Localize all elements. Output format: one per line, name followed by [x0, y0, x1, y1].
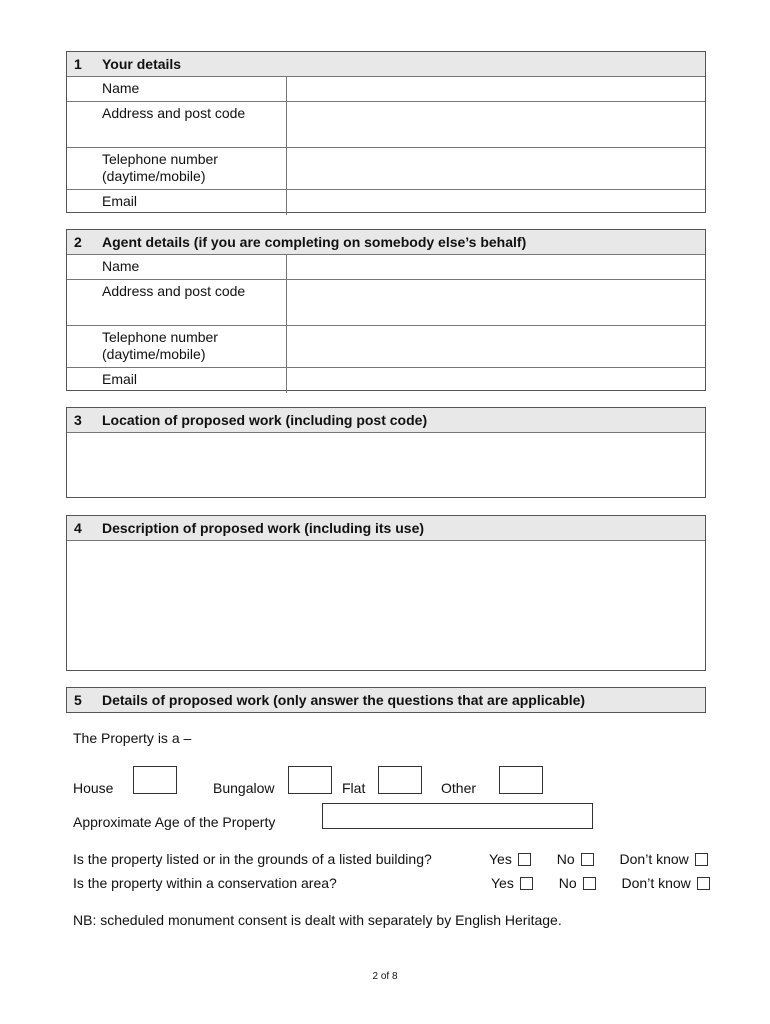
telephone-label: Telephone number (daytime/mobile) — [67, 148, 287, 189]
name-row — [67, 77, 705, 101]
agent-name-field[interactable] — [287, 255, 705, 279]
section-location — [66, 407, 706, 498]
agent-email-field[interactable] — [287, 368, 705, 393]
age-input[interactable] — [322, 803, 593, 829]
conservation-options — [491, 875, 710, 891]
flat-label: Flat — [342, 780, 366, 796]
house-checkbox[interactable] — [133, 766, 177, 794]
page-number: 2 of 8 — [372, 971, 398, 982]
agent-address-row — [67, 279, 705, 325]
listed-yes-label: Yes — [489, 851, 512, 867]
agent-name-row — [67, 255, 705, 279]
section-header — [67, 230, 705, 255]
address-field[interactable] — [287, 102, 705, 147]
agent-telephone-field[interactable] — [287, 326, 705, 367]
section-number: 3 — [74, 412, 82, 428]
age-label: Approximate Age of the Property — [73, 814, 276, 830]
agent-telephone-row — [67, 325, 705, 367]
other-label: Other — [441, 780, 477, 796]
agent-email-row — [67, 367, 705, 393]
name-label: Name — [67, 77, 287, 101]
section-proposed-work — [66, 687, 706, 713]
agent-address-field[interactable] — [287, 280, 705, 325]
agent-address-label: Address and post code — [67, 280, 287, 325]
location-field[interactable] — [67, 433, 705, 498]
flat-checkbox[interactable] — [378, 766, 422, 794]
address-row — [67, 101, 705, 147]
section-title: Agent details (if you are completing on somebody else’s behalf) — [102, 234, 527, 250]
listed-dont-know-checkbox[interactable] — [695, 853, 708, 866]
conservation-no-checkbox[interactable] — [583, 877, 596, 890]
description-field[interactable] — [67, 541, 705, 671]
property-is-a-label: The Property is a – — [73, 730, 192, 746]
email-row — [67, 189, 705, 215]
address-label: Address and post code — [67, 102, 287, 147]
listed-question: Is the property listed or in the grounds of a listed building? — [73, 851, 432, 867]
nb-note: NB: scheduled monument consent is dealt with separately by English Heritage. — [73, 912, 562, 928]
conservation-question: Is the property within a conservation area? — [73, 875, 337, 891]
section-number: 2 — [74, 234, 82, 250]
listed-no-label: No — [556, 851, 575, 867]
section-header — [67, 688, 705, 712]
conservation-dont-know-checkbox[interactable] — [697, 877, 710, 890]
section-header — [67, 516, 705, 541]
bungalow-label: Bungalow — [213, 780, 275, 796]
conservation-dont-know-label: Don’t know — [621, 875, 691, 891]
agent-name-label: Name — [67, 255, 287, 279]
conservation-no-label: No — [558, 875, 577, 891]
conservation-yes-checkbox[interactable] — [520, 877, 533, 890]
house-label: House — [73, 780, 114, 796]
listed-yes-checkbox[interactable] — [518, 853, 531, 866]
section-header — [67, 52, 705, 77]
telephone-row — [67, 147, 705, 189]
section-title: Your details — [102, 56, 182, 72]
name-field[interactable] — [287, 77, 705, 101]
section-number: 1 — [74, 56, 82, 72]
section-title: Description of proposed work (including its use) — [102, 520, 425, 536]
section-number: 5 — [74, 692, 82, 708]
listed-dont-know-label: Don’t know — [619, 851, 689, 867]
conservation-yes-label: Yes — [491, 875, 514, 891]
agent-telephone-label: Telephone number (daytime/mobile) — [67, 326, 287, 367]
bungalow-checkbox[interactable] — [288, 766, 332, 794]
agent-email-label: Email — [67, 368, 287, 393]
section-description — [66, 515, 706, 671]
section-number: 4 — [74, 520, 82, 536]
section-title: Location of proposed work (including post code) — [102, 412, 428, 428]
section-header — [67, 408, 705, 433]
listed-options — [489, 851, 708, 867]
email-field[interactable] — [287, 190, 705, 215]
telephone-field[interactable] — [287, 148, 705, 189]
listed-no-checkbox[interactable] — [581, 853, 594, 866]
section-agent-details — [66, 229, 706, 391]
other-checkbox[interactable] — [499, 766, 543, 794]
email-label: Email — [67, 190, 287, 215]
section-your-details — [66, 51, 706, 213]
section-title: Details of proposed work (only answer the questions that are applicable) — [102, 692, 586, 708]
